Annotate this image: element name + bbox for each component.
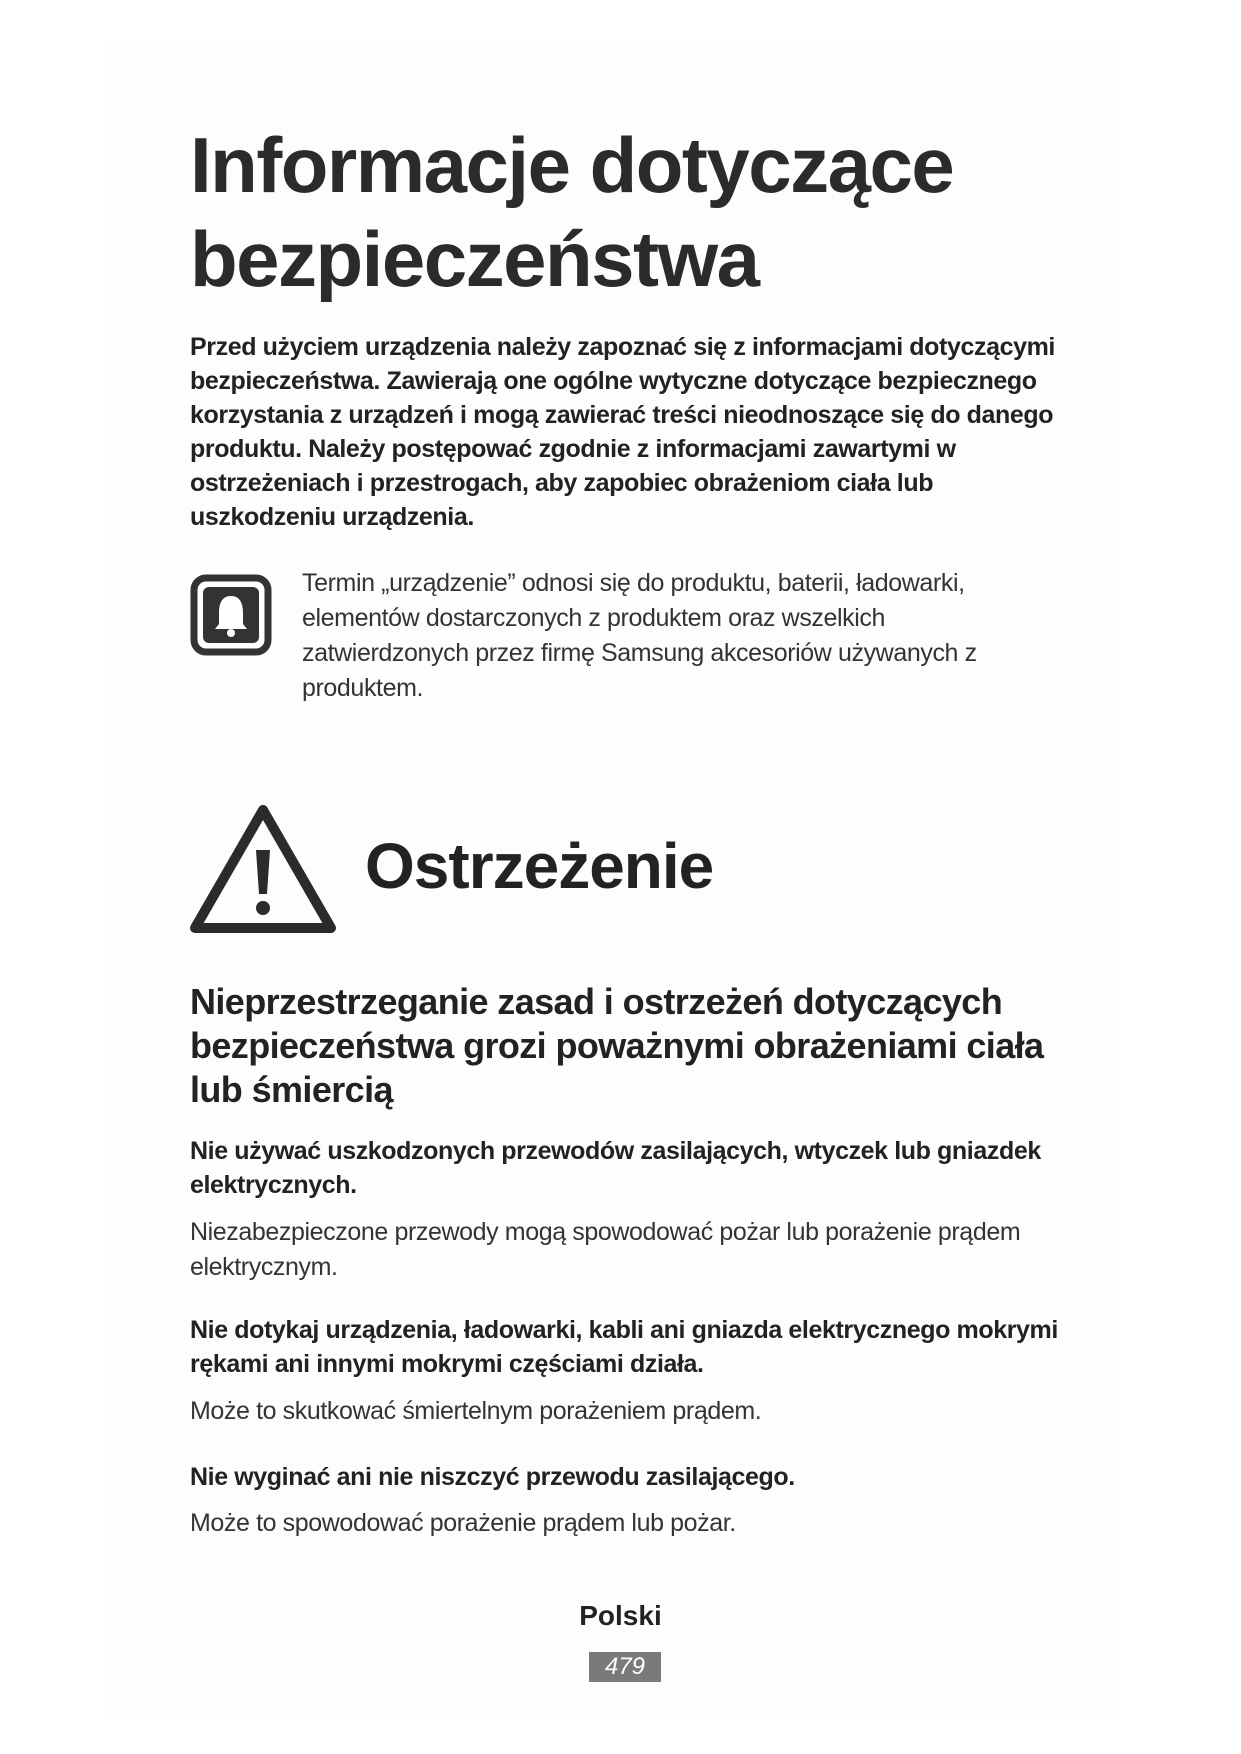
warning-triangle-icon	[188, 802, 338, 938]
safety-item-title: Nie wyginać ani nie niszczyć przewodu zasilającego.	[190, 1463, 795, 1491]
bell-icon	[190, 574, 272, 656]
safety-item-title: Nie dotykaj urządzenia, ładowarki, kabli ani gniazda elektrycznego mokrymi rękami ani innymi mokrymi częściami działa.	[190, 1316, 1058, 1378]
safety-item-text: Niezabezpieczone przewody mogą spowodować pożar lub porażenie prądem elektrycznym.	[190, 1218, 1021, 1281]
footer-language: Polski	[579, 1600, 662, 1631]
section-heading: Nieprzestrzeganie zasad i ostrzeżeń dotyczących bezpieczeństwa grozi poważnymi obrażeniami ciała lub śmiercią	[190, 981, 1044, 1110]
note-text: Termin „urządzenie” odnosi się do produktu, baterii, ładowarki, elementów dostarczonych z produktem oraz wszelkich zatwierdzonych przez firmę Samsung akcesoriów używanych z produktem.	[302, 569, 977, 702]
page-title: Informacje dotyczące bezpieczeństwa	[190, 121, 954, 303]
page-number: 479	[589, 1652, 661, 1682]
intro-paragraph: Przed użyciem urządzenia należy zapoznać się z informacjami dotyczącymi bezpieczeństwa. Zawierają one ogólne wytyczne dotyczące bezpiecznego korzystania z urządzeń i mogą zawierać treści nieodnoszące się do danego produktu. Należy postępować zgodnie z informacjami zawartymi w ostrzeżeniach i przestrogach, aby zapobiec obrażeniom ciała lub uszkodzeniu urządzenia.	[190, 333, 1055, 531]
safety-item-text: Może to skutkować śmiertelnym porażeniem prądem.	[190, 1397, 762, 1425]
safety-item-text: Może to spowodować porażenie prądem lub pożar.	[190, 1509, 736, 1537]
safety-item-title: Nie używać uszkodzonych przewodów zasilających, wtyczek lub gniazdek elektrycznych.	[190, 1137, 1041, 1199]
warning-heading: Ostrzeżenie	[365, 830, 714, 902]
